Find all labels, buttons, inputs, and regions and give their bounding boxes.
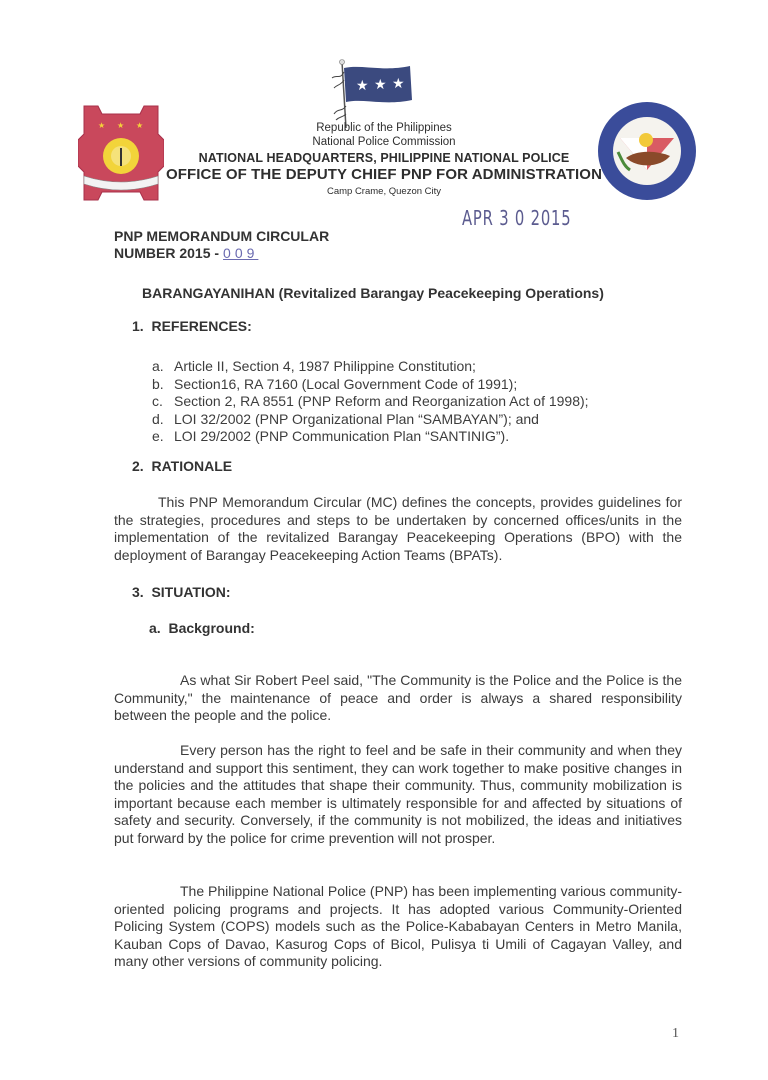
date-stamp: APR 3 0 2015 (462, 206, 572, 230)
header-republic: Republic of the Philippines (316, 122, 452, 134)
header-address: Camp Crame, Quezon City (326, 186, 442, 197)
svg-text:★: ★ (374, 77, 387, 93)
background-paragraph-1: As what Sir Robert Peel said, "The Community is the Police and the Police is the Community," the maintenance of peace and order is always a shared responsibility between the people and the police. (114, 672, 682, 724)
memo-number (114, 245, 258, 261)
three-star-flag-icon (322, 58, 422, 128)
svg-text:★: ★ (117, 121, 125, 130)
background-paragraph-2: Every person has the right to feel and be safe in their community and when they understand and support this sentiment, they can work together to make positive changes in the policies and the attitudes that shape their community. Thus, community mobilization is important because each member is ultimately responsible for and affected by situations of safety and security. Conversely, if the community is not mobilized, the ideas and initiatives put forward by the police for crime prevention will not prosper. (114, 742, 682, 846)
svg-text:★: ★ (98, 121, 106, 130)
page-number: 1 (672, 1026, 679, 1041)
reference-item: d. LOI 32/2002 (PNP Organizational Plan “SAMBAYAN”); and (152, 410, 539, 427)
reference-item: b. Section16, RA 7160 (Local Government Code of 1991); (152, 375, 518, 392)
reference-item: c. Section 2, RA 8551 (PNP Reform and Reorganization Act of 1998); (152, 393, 589, 409)
header-office: OFFICE OF THE DEPUTY CHIEF PNP FOR ADMINISTRATION (165, 166, 603, 183)
background-paragraph-3: The Philippine National Police (PNP) has been implementing various community-oriented policing programs and projects. It has adopted various Community-Oriented Policing System (COPS) models such as the Police-Kababayan Centers in Metro Manila, Kauban Cops of Davao, Kasurog Cops of Bicol, Pulisya ti Umili of Cagayan Valley, and many other versions of community policing. (114, 883, 682, 970)
header-napolcom: National Police Commission (312, 136, 456, 148)
rationale-paragraph: This PNP Memorandum Circular (MC) defines the concepts, provides guidelines for the strategies, procedures and steps to be undertaken by concerned offices/units in the implementation of the revitalized Barangay Peacekeeping Operations (BPO) with the deployment of Barangay Peacekeeping Action Teams (BPATs). (114, 494, 682, 563)
svg-text:★: ★ (392, 76, 405, 92)
memo-number-value: 009 (223, 245, 259, 261)
reference-item: e. LOI 29/2002 (PNP Communication Plan “SANTINIG”). (152, 428, 510, 444)
memo-title: PNP MEMORANDUM CIRCULAR (114, 228, 330, 244)
references-list (152, 358, 589, 446)
section-situation-heading: 3. SITUATION: (132, 584, 231, 600)
header-nhq: NATIONAL HEADQUARTERS, PHILIPPINE NATIONAL POLICE (198, 151, 570, 165)
reference-item: a. Article II, Section 4, 1987 Philippine Constitution; (152, 358, 476, 374)
background-heading: a. Background: (149, 620, 255, 636)
section-rationale-heading: 2. RATIONALE (132, 458, 233, 474)
section-references-heading: 1. REFERENCES: (132, 318, 252, 334)
memo-subject: BARANGAYANIHAN (Revitalized Barangay Peacekeeping Operations) (142, 285, 604, 301)
svg-text:★: ★ (356, 78, 369, 94)
memo-number-label: NUMBER 2015 - (114, 245, 220, 261)
svg-text:★: ★ (136, 121, 144, 130)
